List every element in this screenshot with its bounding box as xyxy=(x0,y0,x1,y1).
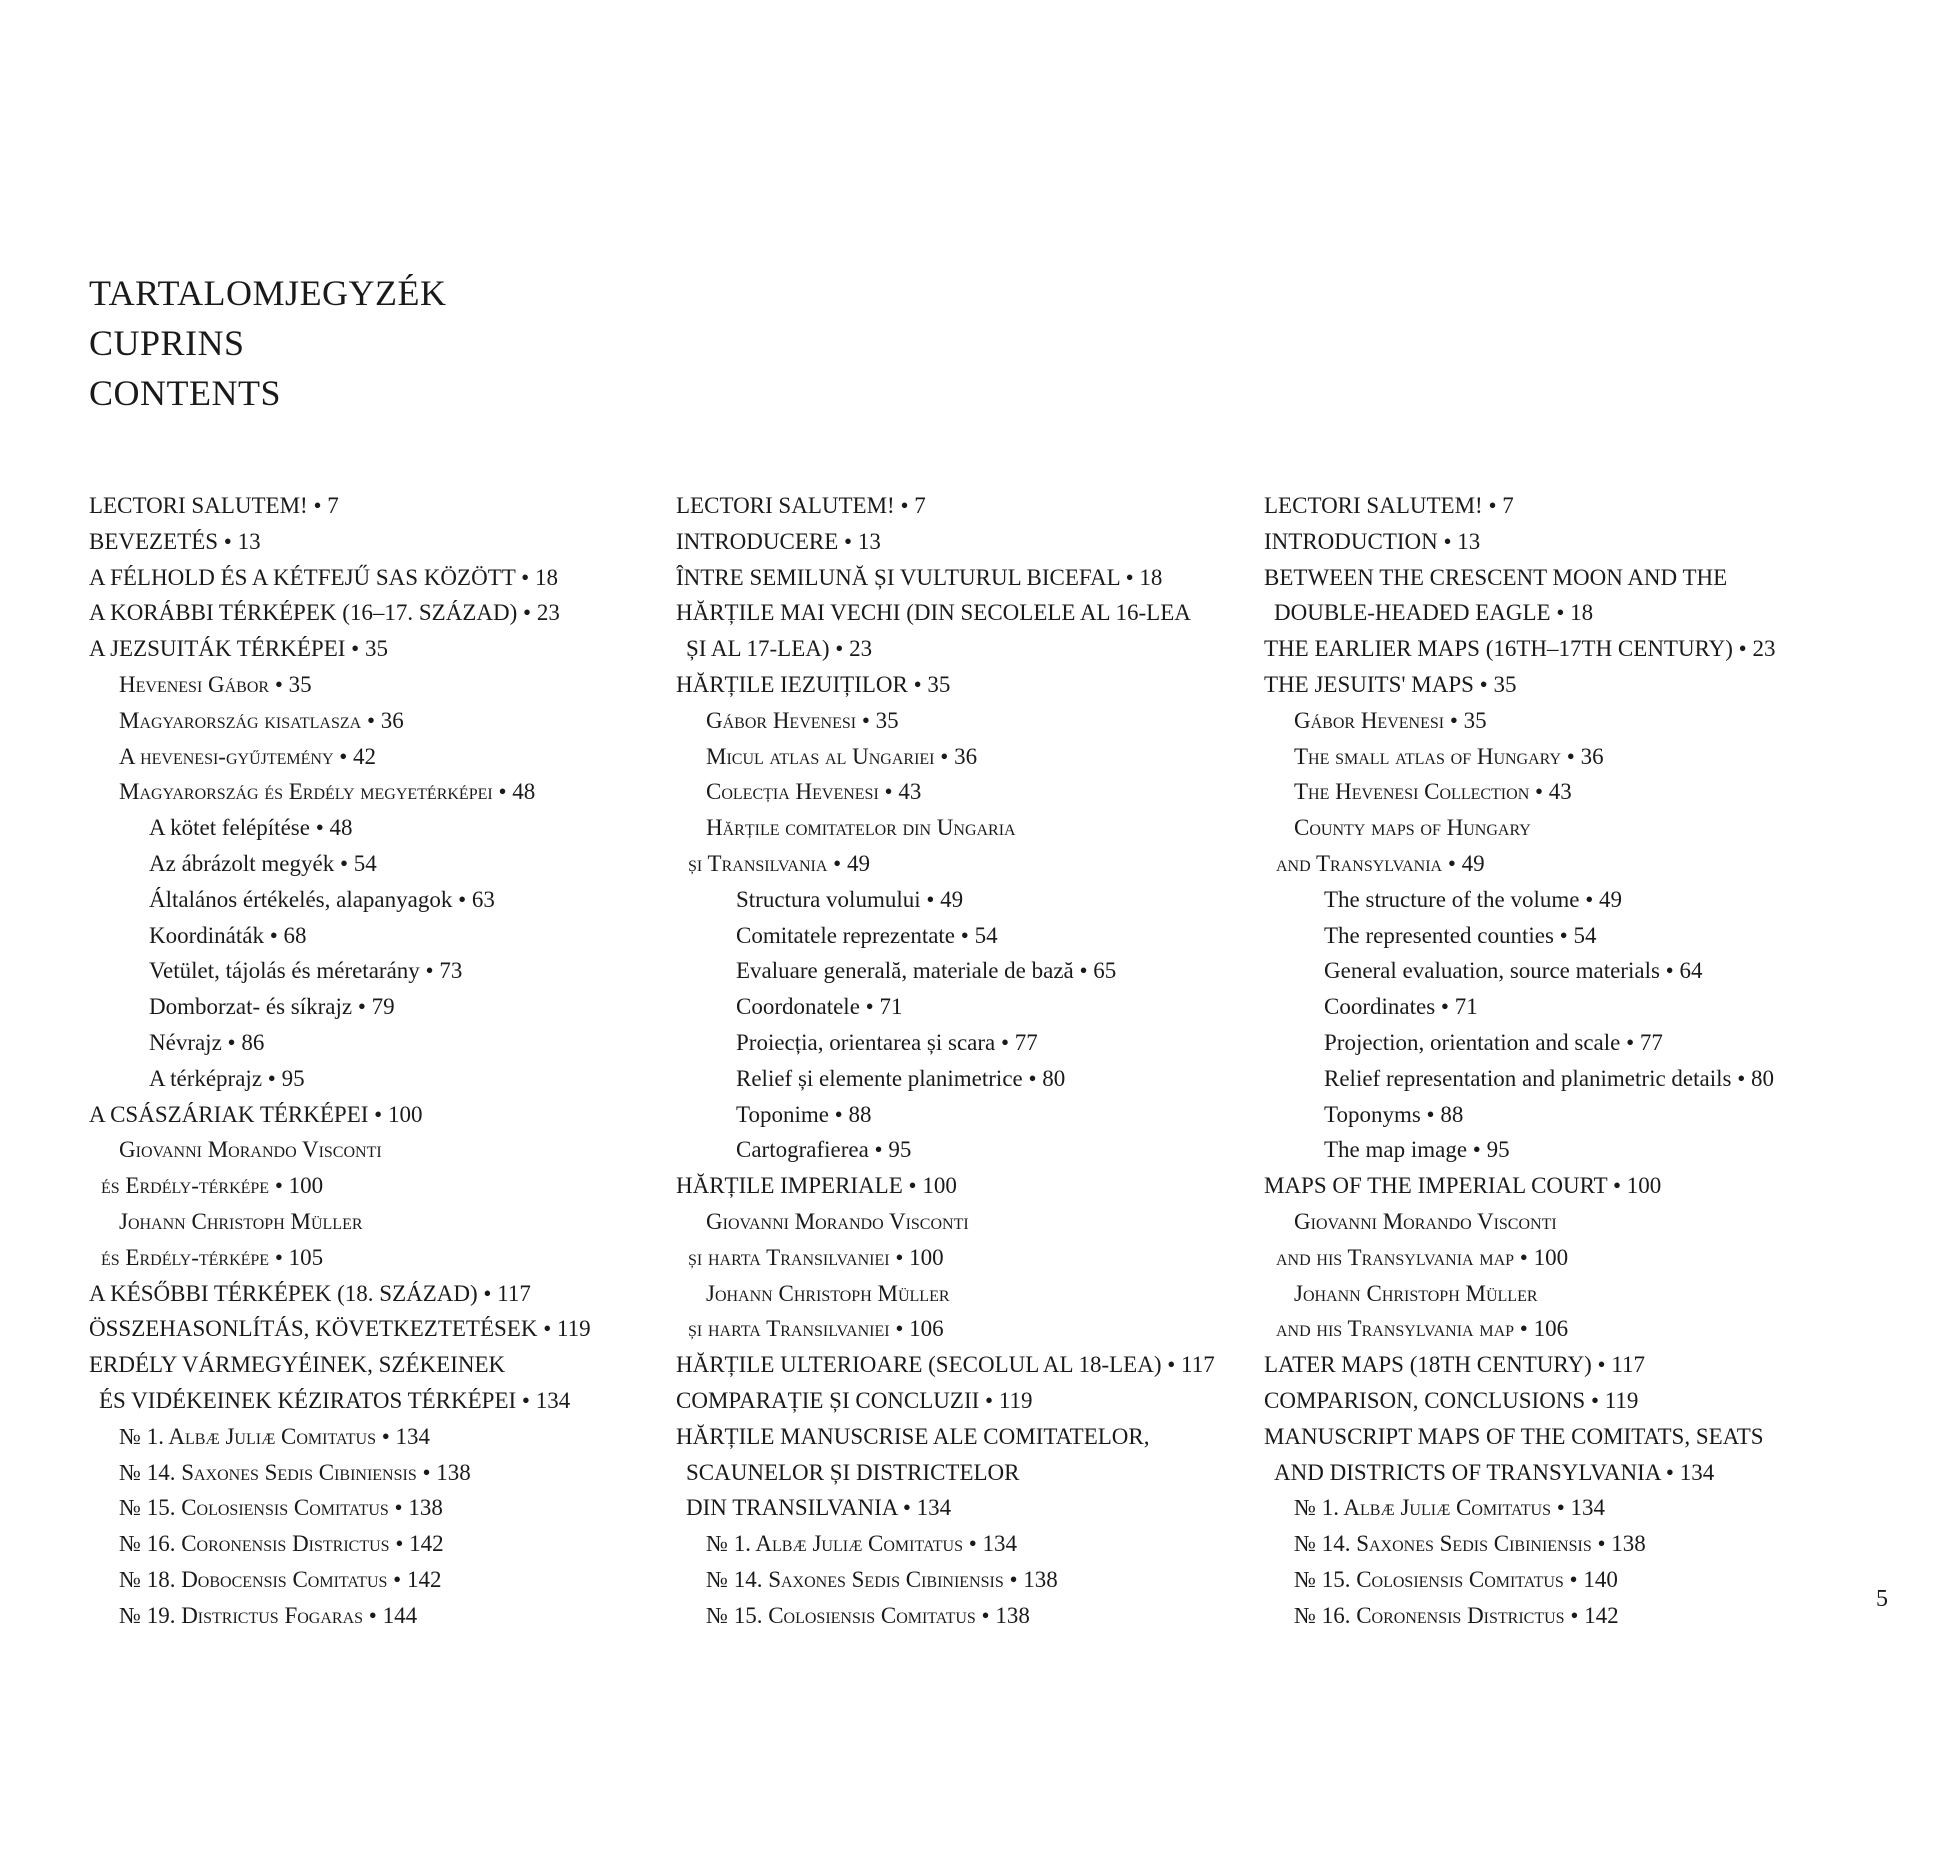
toc-entry: and his Transylvania map • 100 xyxy=(1276,1244,1569,1270)
toc-entry: The structure of the volume • 49 xyxy=(1324,886,1623,912)
toc-entry: és Erdély-térképe • 105 xyxy=(101,1244,324,1270)
title-english: CONTENTS xyxy=(89,373,281,413)
toc-entry: № 18. Dobocensis Comitatus • 142 xyxy=(119,1566,442,1592)
toc-entry: Projection, orientation and scale • 77 xyxy=(1324,1029,1663,1055)
toc-entry: № 15. Colosiensis Comitatus • 138 xyxy=(119,1495,443,1521)
toc-entry: County maps of Hungary xyxy=(1294,815,1531,841)
toc-entry: HĂRȚILE IEZUIȚILOR • 35 xyxy=(676,671,951,697)
toc-entry: MANUSCRIPT MAPS OF THE COMITATS, SEATS xyxy=(1264,1423,1764,1449)
toc-entry: LECTORI SALUTEM! • 7 xyxy=(1264,493,1514,518)
toc-entry: № 15. Colosiensis Comitatus • 140 xyxy=(1294,1566,1618,1592)
toc-entry: și harta Transilvaniei • 100 xyxy=(688,1244,944,1270)
toc-entry: Giovanni Morando Visconti xyxy=(119,1137,382,1163)
toc-entry: Gábor Hevenesi • 35 xyxy=(706,707,899,733)
toc-entry: și harta Transilvaniei • 106 xyxy=(688,1316,944,1342)
toc-entry: A FÉLHOLD ÉS A KÉTFEJŰ SAS KÖZÖTT • 18 xyxy=(89,564,558,590)
toc-entry: HĂRȚILE MAI VECHI (DIN SECOLELE AL 16-LEA xyxy=(676,600,1191,626)
toc-entry: THE EARLIER MAPS (16TH–17TH CENTURY) • 23 xyxy=(1264,636,1776,662)
toc-entry: A KÉSŐBBI TÉRKÉPEK (18. SZÁZAD) • 117 xyxy=(89,1280,531,1306)
toc-entry: Coordinates • 71 xyxy=(1324,994,1478,1020)
toc-entry: Giovanni Morando Visconti xyxy=(706,1208,969,1234)
toc-entry: Proiecția, orientarea și scara • 77 xyxy=(736,1029,1038,1055)
toc-entry: Magyarország kisatlasza • 36 xyxy=(119,707,404,733)
toc-entry: A KORÁBBI TÉRKÉPEK (16–17. SZÁZAD) • 23 xyxy=(89,600,560,626)
toc-entry: № 14. Saxones Sedis Cibiniensis • 138 xyxy=(119,1459,471,1485)
toc-entry: № 16. Coronensis Districtus • 142 xyxy=(119,1531,444,1557)
toc-entry: Relief și elemente planimetrice • 80 xyxy=(736,1065,1066,1091)
toc-entry: № 19. Districtus Fogaras • 144 xyxy=(119,1602,418,1628)
page-number: 5 xyxy=(1876,1586,1888,1612)
toc-entry: Koordináták • 68 xyxy=(149,922,307,948)
toc-entry: № 1. Albæ Juliæ Comitatus • 134 xyxy=(706,1531,1018,1557)
toc-entry: INTRODUCERE • 13 xyxy=(676,528,881,554)
toc-entry: The represented counties • 54 xyxy=(1324,922,1597,948)
toc-entry: Domborzat- és síkrajz • 79 xyxy=(149,994,395,1020)
toc-entry: Névrajz • 86 xyxy=(149,1029,265,1055)
toc-entry: Micul atlas al Ungariei • 36 xyxy=(706,743,978,769)
toc-column-romanian xyxy=(676,488,1246,1634)
toc-column-hungarian xyxy=(89,488,649,1634)
toc-entry: HĂRȚILE IMPERIALE • 100 xyxy=(676,1173,957,1199)
toc-entry: és Erdély-térképe • 100 xyxy=(101,1173,324,1199)
toc-entry: Cartografierea • 95 xyxy=(736,1137,912,1163)
toc-entry: LECTORI SALUTEM! • 7 xyxy=(676,493,926,518)
toc-entry: LATER MAPS (18TH CENTURY) • 117 xyxy=(1264,1352,1645,1378)
toc-entry: DIN TRANSILVANIA • 134 xyxy=(686,1495,952,1521)
toc-entry: Gábor Hevenesi • 35 xyxy=(1294,707,1487,733)
toc-entry: Giovanni Morando Visconti xyxy=(1294,1208,1557,1234)
toc-entry: A kötet felépítése • 48 xyxy=(149,815,353,841)
toc-entry: Coordonatele • 71 xyxy=(736,994,903,1020)
toc-entry: Toponyms • 88 xyxy=(1324,1101,1464,1127)
toc-entry: Johann Christoph Müller xyxy=(706,1280,950,1306)
contents-titles xyxy=(89,268,447,418)
toc-entry: The small atlas of Hungary • 36 xyxy=(1294,743,1604,769)
toc-entry: Johann Christoph Müller xyxy=(119,1208,363,1234)
toc-entry: The map image • 95 xyxy=(1324,1137,1510,1163)
toc-entry: № 1. Albæ Juliæ Comitatus • 134 xyxy=(1294,1495,1606,1521)
toc-entry: A térképrajz • 95 xyxy=(149,1065,305,1091)
toc-entry: LECTORI SALUTEM! • 7 xyxy=(89,493,339,518)
toc-entry: ȘI AL 17-LEA) • 23 xyxy=(686,636,873,662)
toc-entry: COMPARISON, CONCLUSIONS • 119 xyxy=(1264,1387,1639,1413)
toc-entry: INTRODUCTION • 13 xyxy=(1264,528,1481,554)
toc-entry: № 15. Colosiensis Comitatus • 138 xyxy=(706,1602,1030,1628)
toc-entry: ÖSSZEHASONLÍTÁS, KÖVETKEZTETÉSEK • 119 xyxy=(89,1316,591,1342)
toc-column-english xyxy=(1264,488,1824,1634)
toc-entry: THE JESUITS' MAPS • 35 xyxy=(1264,671,1517,697)
toc-entry: № 1. Albæ Juliæ Comitatus • 134 xyxy=(119,1423,431,1449)
toc-entry: ÉS VIDÉKEINEK KÉZIRATOS TÉRKÉPEI • 134 xyxy=(99,1387,571,1413)
toc-entry: and his Transylvania map • 106 xyxy=(1276,1316,1569,1342)
toc-entry: Hevenesi Gábor • 35 xyxy=(119,671,312,697)
toc-entry: Magyarország és Erdély megyetérképei • 48 xyxy=(119,779,536,805)
toc-entry: Vetület, tájolás és méretarány • 73 xyxy=(149,958,463,984)
toc-entry: ÎNTRE SEMILUNĂ ȘI VULTURUL BICEFAL • 18 xyxy=(676,564,1163,590)
toc-entry: DOUBLE-HEADED EAGLE • 18 xyxy=(1274,600,1594,626)
toc-entry: Comitatele reprezentate • 54 xyxy=(736,922,998,948)
toc-entry: № 14. Saxones Sedis Cibiniensis • 138 xyxy=(1294,1531,1646,1557)
toc-entry: Általános értékelés, alapanyagok • 63 xyxy=(149,886,495,912)
toc-entry: and Transylvania • 49 xyxy=(1276,850,1485,876)
toc-entry: Az ábrázolt megyék • 54 xyxy=(149,850,377,876)
toc-entry: HĂRȚILE MANUSCRISE ALE COMITATELOR, xyxy=(676,1423,1150,1449)
toc-entry: Structura volumului • 49 xyxy=(736,886,964,912)
toc-entry: Johann Christoph Müller xyxy=(1294,1280,1538,1306)
toc-entry: Relief representation and planimetric details • 80 xyxy=(1324,1065,1775,1091)
toc-entry: Toponime • 88 xyxy=(736,1101,872,1127)
toc-entry: General evaluation, source materials • 64 xyxy=(1324,958,1703,984)
title-hungarian: TARTALOMJEGYZÉK xyxy=(89,273,447,313)
toc-entry: Evaluare generală, materiale de bază • 65 xyxy=(736,958,1117,984)
toc-entry: HĂRȚILE ULTERIOARE (SECOLUL AL 18-LEA) • 117 xyxy=(676,1352,1215,1378)
toc-entry: SCAUNELOR ȘI DISTRICTELOR xyxy=(686,1459,1020,1485)
toc-entry: AND DISTRICTS OF TRANSYLVANIA • 134 xyxy=(1274,1459,1715,1485)
toc-entry: COMPARAȚIE ȘI CONCLUZII • 119 xyxy=(676,1387,1033,1413)
toc-entry: № 14. Saxones Sedis Cibiniensis • 138 xyxy=(706,1566,1058,1592)
toc-entry: ERDÉLY VÁRMEGYÉINEK, SZÉKEINEK xyxy=(89,1352,506,1378)
toc-entry: Hărțile comitatelor din Ungaria xyxy=(706,815,1016,841)
toc-entry: Colecția Hevenesi • 43 xyxy=(706,779,922,805)
title-romanian: CUPRINS xyxy=(89,323,245,363)
toc-entry: BEVEZETÉS • 13 xyxy=(89,528,261,554)
toc-entry: № 16. Coronensis Districtus • 142 xyxy=(1294,1602,1619,1628)
toc-entry: The Hevenesi Collection • 43 xyxy=(1294,779,1572,805)
toc-entry: BETWEEN THE CRESCENT MOON AND THE xyxy=(1264,564,1728,590)
toc-entry: A hevenesi-gyűjtemény • 42 xyxy=(119,743,377,769)
toc-entry: și Transilvania • 49 xyxy=(688,850,870,876)
toc-entry: MAPS OF THE IMPERIAL COURT • 100 xyxy=(1264,1173,1662,1199)
toc-entry: A JEZSUITÁK TÉRKÉPEI • 35 xyxy=(89,636,388,662)
toc-entry: A CSÁSZÁRIAK TÉRKÉPEI • 100 xyxy=(89,1101,423,1127)
